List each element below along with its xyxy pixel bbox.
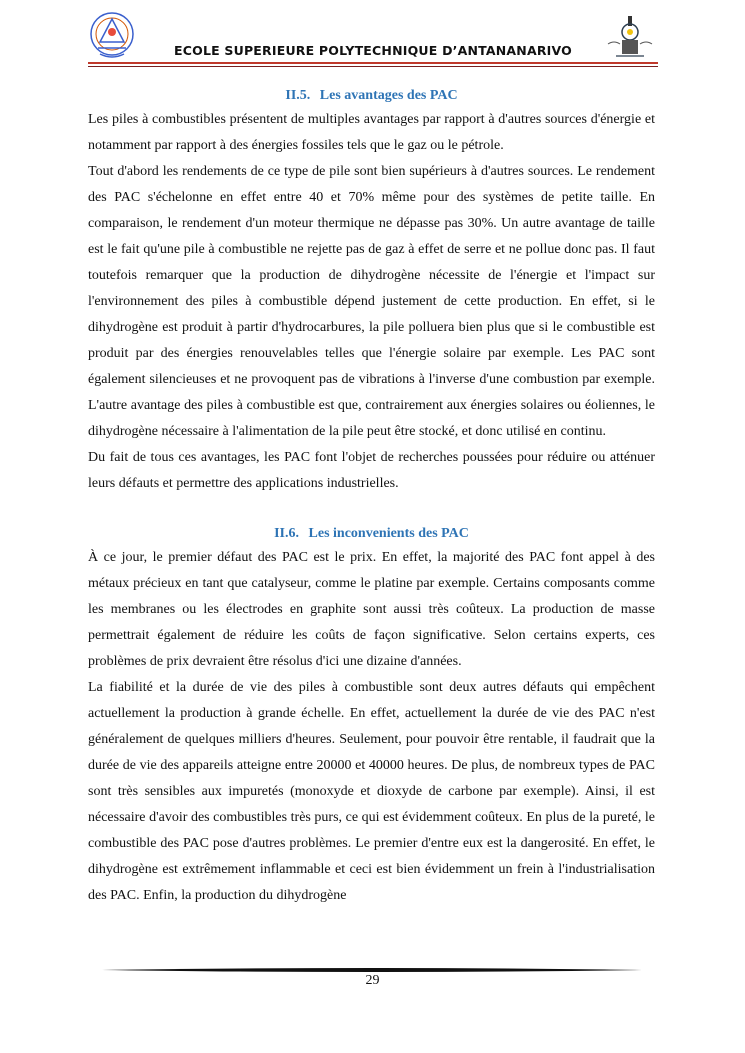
paragraph: Tout d'abord les rendements de ce type de pile sont bien supérieurs à d'autres sources. Le rendement des PAC s'échelonne en effet entre 40 et 70% même pour des systèmes de petite taille. En comparaison, le rendement d'un moteur thermique ne dépasse pas 30%. Un autre avantage de taille est le fait qu'une pile à combustible ne rejette pas de gaz à effet de serre et ne pollue donc pas. Il faut toutefois remarquer que la production de dihydrogène nécessite de l'énergie et l'impact sur l'environnement des piles à combustible dépend justement de cette production. En effet, si le dihydrogène est produit à partir d'hydrocarbures, la pile polluera bien plus que si le combustible est produit par des énergies renouvelables telles que l'énergie solaire par exemple. Les PAC sont également silencieuses et ne provoquent pas de vibrations à l'inverse d'une combustion par exemple. L'autre avantage des piles à combustible est que, contrairement aux énergies solaires ou éoliennes, le dihydrogène nécessaire à l'alimentation de la pile peut être stocké, et donc utilisé en continu.	[88, 164, 655, 439]
section-heading-II-6	[88, 523, 655, 545]
header-rule	[88, 62, 658, 64]
page-header	[88, 8, 658, 70]
section-title: Les avantages des PAC	[319, 88, 458, 103]
page-number: 29	[365, 973, 380, 988]
page-content	[88, 85, 655, 909]
paragraph: À ce jour, le premier défaut des PAC est le prix. En effet, la majorité des PAC font appel à des métaux précieux en tant que catalyseur, comme le platine par exemple. Certains composants comme les membranes ou les électrodes en graphite sont aussi très coûteux. La production de masse permettrait également de réduire les coûts de façon significative. Selon certains experts, ces problèmes de prix devraient être résolus d'ici une dizaine d'années.	[88, 550, 655, 669]
section-number: II.6.	[274, 526, 300, 541]
paragraph: Les piles à combustibles présentent de multiples avantages par rapport à d'autres sources d'énergie et notamment par rapport à des énergies fossiles tels que le gaz ou le pétrole.	[88, 112, 655, 153]
section-spacer	[88, 497, 655, 523]
section-number: II.5.	[285, 88, 311, 103]
section-heading-II-5	[88, 85, 655, 107]
section-title: Les inconvenients des PAC	[308, 526, 469, 541]
header-rule-thin	[88, 66, 658, 67]
paragraph: La fiabilité et la durée de vie des piles à combustible sont deux autres défauts qui empêchent actuellement la production à grande échelle. En effet, actuellement la durée de vie des PAC n'est généralement de quelques milliers d'heures. Seulement, pour pouvoir être rentable, il faudrait que la durée de vie des appareils atteigne entre 20000 et 40000 heures. De plus, de nombreux types de PAC sont très sensibles aux impuretés (monoxyde et dioxyde de carbone par exemple). Ainsi, il est nécessaire d'avoir des combustibles très purs, ce qui est évidemment coûteux. En plus de la pureté, le combustible des PAC pose d'autres problèmes. Le premier d'entre eux est la dangerosité. En effet, le dihydrogène est extrêmement inflammable et ceci est bien évidemment un frein à l'industrialisation des PAC. Enfin, la production du dihydrogène	[88, 680, 655, 903]
paragraph: Du fait de tous ces avantages, les PAC font l'objet de recherches poussées pour réduire ou atténuer leurs défauts et permettre des applications industrielles.	[88, 450, 655, 491]
school-name: ECOLE SUPERIEURE POLYTECHNIQUE D’ANTANANARIVO	[174, 43, 572, 58]
